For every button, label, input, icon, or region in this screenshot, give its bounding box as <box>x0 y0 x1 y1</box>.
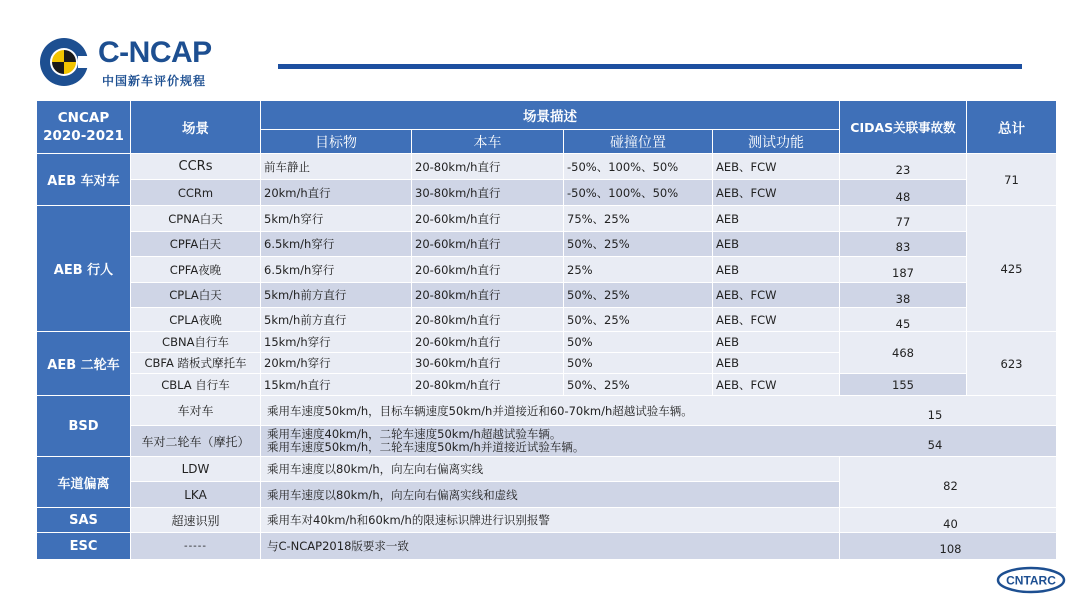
description-cell: 乘用车对40km/h和60km/h的限速标识牌进行识别报警 <box>261 508 839 532</box>
header-divider <box>278 64 1022 69</box>
cntarc-logo <box>996 566 1066 594</box>
total-cell: 623 <box>967 332 1056 395</box>
target-cell: 20km/h直行 <box>261 180 411 205</box>
ego-cell: 20-80km/h直行 <box>412 308 563 331</box>
target-cell: 前车静止 <box>261 154 411 179</box>
brand-subtitle: 中国新车评价规程 <box>102 74 207 88</box>
ego-cell: 20-60km/h直行 <box>412 206 563 231</box>
function-cell: AEB <box>713 257 839 282</box>
scene-cell: CBFA 踏板式摩托车 <box>131 353 260 373</box>
scene-cell: 车对车 <box>131 396 260 425</box>
ego-cell: 20-80km/h直行 <box>412 374 563 395</box>
function-cell: AEB、FCW <box>713 308 839 331</box>
impact-cell: 50%、25% <box>564 283 712 307</box>
cidas-cell: 77 <box>840 206 966 231</box>
header-ego: 本车 <box>412 130 563 153</box>
cidas-cell: 155 <box>840 374 966 395</box>
impact-cell: 50% <box>564 353 712 373</box>
ego-cell: 20-60km/h直行 <box>412 232 563 256</box>
scene-cell: CCRm <box>131 180 260 205</box>
target-cell: 6.5km/h穿行 <box>261 232 411 256</box>
function-cell: AEB <box>713 232 839 256</box>
target-cell: 5km/h穿行 <box>261 206 411 231</box>
impact-cell: 50% <box>564 332 712 352</box>
function-cell: AEB <box>713 353 839 373</box>
scene-cell: 车对二轮车（摩托） <box>131 426 260 456</box>
category-bsd: BSD <box>37 396 130 456</box>
category-aeb-bicycle: AEB 二轮车 <box>37 332 130 395</box>
scenario-table <box>37 101 1056 559</box>
cidas-cell: 23 <box>840 154 966 179</box>
cidas-cell: 45 <box>840 308 966 331</box>
cidas-cell: 83 <box>840 232 966 256</box>
ego-cell: 30-60km/h直行 <box>412 353 563 373</box>
category-lane-departure: 车道偏离 <box>37 457 130 507</box>
ego-cell: 20-80km/h直行 <box>412 154 563 179</box>
category-esc: ESC <box>37 533 130 559</box>
brand-name: C-NCAP <box>98 36 212 69</box>
ego-cell: 20-60km/h直行 <box>412 332 563 352</box>
scene-cell: CCRs <box>131 154 260 179</box>
target-cell: 6.5km/h穿行 <box>261 257 411 282</box>
header-period-line2: 2020-2021 <box>43 128 124 144</box>
scene-cell: LDW <box>131 457 260 481</box>
cidas-cell: 54 <box>927 438 943 452</box>
function-cell: AEB <box>713 206 839 231</box>
target-cell: 20km/h穿行 <box>261 353 411 373</box>
cidas-cell: 15 <box>927 407 943 422</box>
description-cell: 乘用车速度以80km/h，向左向右偏离实线 <box>261 457 839 481</box>
target-cell: 5km/h前方直行 <box>261 283 411 307</box>
scene-cell: LKA <box>131 482 260 507</box>
scene-cell: CBLA 自行车 <box>131 374 260 395</box>
ego-cell: 30-80km/h直行 <box>412 180 563 205</box>
impact-cell: 75%、25% <box>564 206 712 231</box>
target-cell: 15km/h穿行 <box>261 332 411 352</box>
header-period <box>37 101 130 153</box>
description-cell: 与C-NCAP2018版要求一致 <box>261 533 839 559</box>
header-description: 场景描述 <box>261 101 839 129</box>
category-sas: SAS <box>37 508 130 532</box>
category-aeb-pedestrian: AEB 行人 <box>37 206 130 331</box>
cidas-cell: 108 <box>840 533 1056 559</box>
function-cell: AEB <box>713 332 839 352</box>
total-cell: 71 <box>967 154 1056 205</box>
scene-cell: ----- <box>131 533 260 559</box>
cidas-cell: 40 <box>840 508 1056 532</box>
header-period-line1: CNCAP <box>57 110 110 126</box>
description-cell: 乘用车速度以80km/h，向左向右偏离实线和虚线 <box>261 482 839 507</box>
total-cell: 425 <box>967 206 1056 331</box>
function-cell: AEB、FCW <box>713 154 839 179</box>
impact-cell: 50%、25% <box>564 374 712 395</box>
description-line: 乘用车速度40km/h，二轮车速度50km/h超越试验车辆。 <box>267 427 562 441</box>
impact-cell: -50%、100%、50% <box>564 154 712 179</box>
impact-cell: 50%、25% <box>564 308 712 331</box>
cidas-cell: 187 <box>840 257 966 282</box>
description-cell: 乘用车速度50km/h，目标车辆速度50km/h并道接近和60-70km/h超越试验车辆。 <box>261 396 1056 425</box>
cidas-cell: 82 <box>840 457 1056 507</box>
target-cell: 5km/h前方直行 <box>261 308 411 331</box>
cidas-cell: 468 <box>840 332 966 373</box>
cidas-cell: 38 <box>840 283 966 307</box>
description-line: 乘用车速度50km/h，二轮车速度50km/h并道接近试验车辆。 <box>267 440 585 454</box>
cncap-logo <box>38 34 238 96</box>
scene-cell: CPNA白天 <box>131 206 260 231</box>
scene-cell: 超速识别 <box>131 508 260 532</box>
cncap-logo-icon <box>38 36 90 88</box>
header-impact: 碰撞位置 <box>564 130 712 153</box>
function-cell: AEB、FCW <box>713 180 839 205</box>
target-cell: 15km/h直行 <box>261 374 411 395</box>
header-target: 目标物 <box>261 130 411 153</box>
cntarc-logo-text: CNTARC <box>1006 573 1056 588</box>
impact-cell: 50%、25% <box>564 232 712 256</box>
header-scenario: 场景 <box>131 101 260 153</box>
ego-cell: 20-60km/h直行 <box>412 257 563 282</box>
category-aeb-car: AEB 车对车 <box>37 154 130 205</box>
function-cell: AEB、FCW <box>713 374 839 395</box>
header-total: 总计 <box>967 101 1056 153</box>
scene-cell: CPFA白天 <box>131 232 260 256</box>
function-cell: AEB、FCW <box>713 283 839 307</box>
scene-cell: CPFA夜晚 <box>131 257 260 282</box>
header-cidas: CIDAS关联事故数 <box>840 101 966 153</box>
scene-cell: CBNA自行车 <box>131 332 260 352</box>
ego-cell: 20-80km/h直行 <box>412 283 563 307</box>
cidas-cell: 48 <box>840 180 966 205</box>
scene-cell: CPLA白天 <box>131 283 260 307</box>
impact-cell: -50%、100%、50% <box>564 180 712 205</box>
scene-cell: CPLA夜晚 <box>131 308 260 331</box>
impact-cell: 25% <box>564 257 712 282</box>
header-function: 测试功能 <box>713 130 839 153</box>
